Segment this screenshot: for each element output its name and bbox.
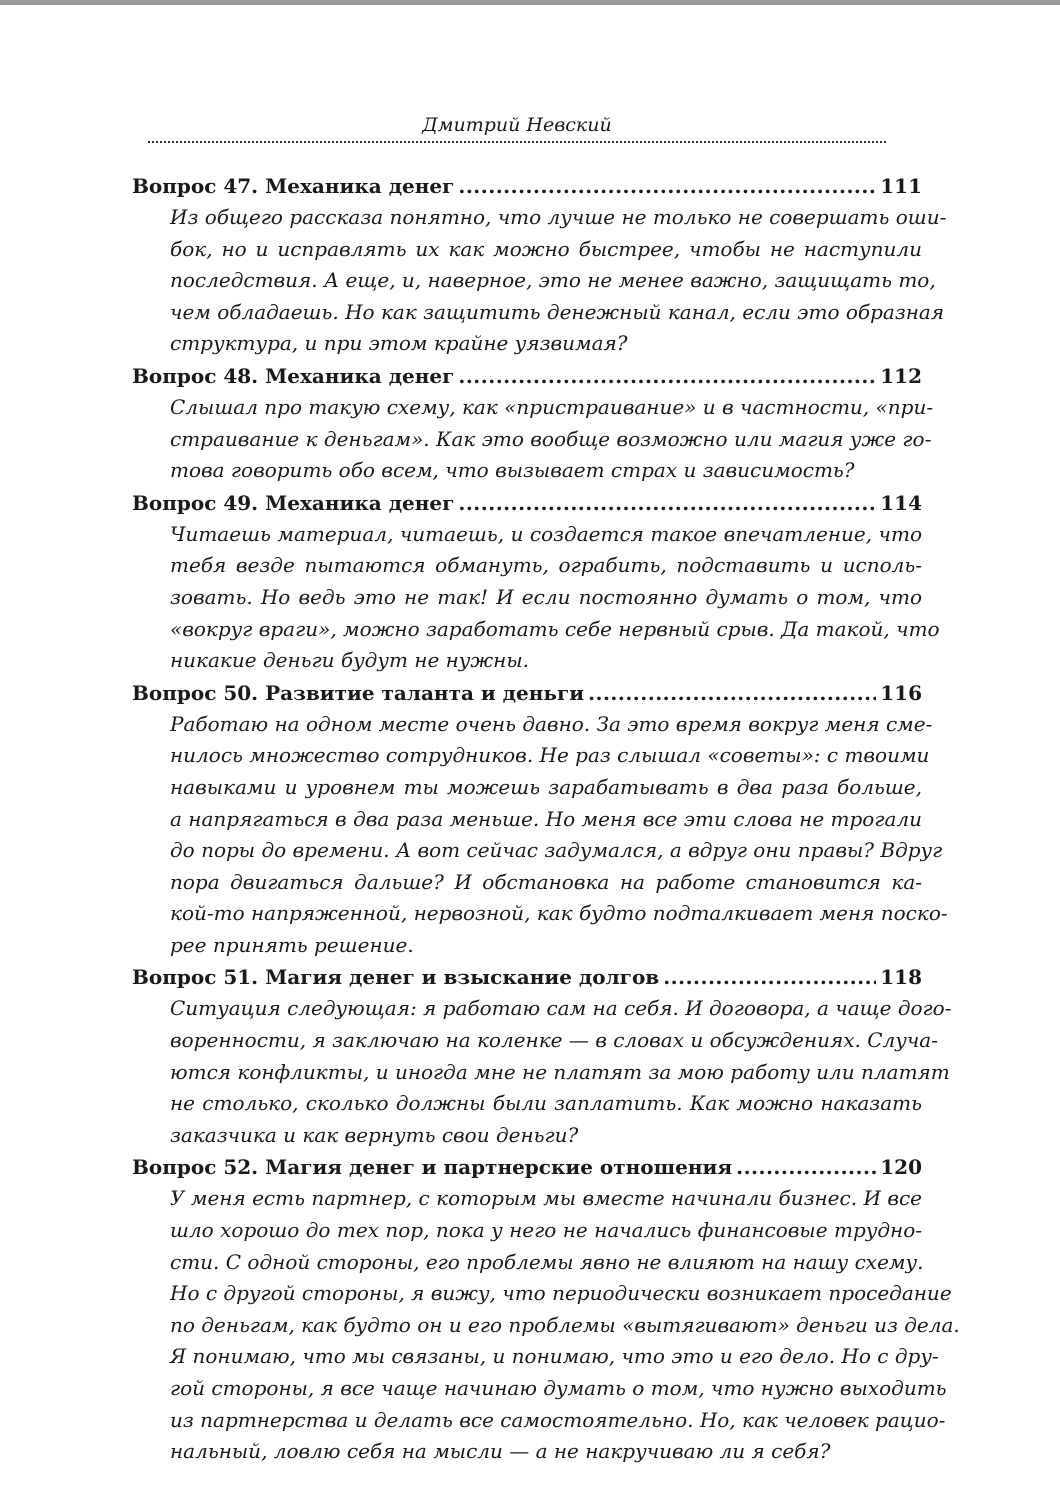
page-top-border (0, 0, 1060, 5)
description-line: това говорить обо всем, что вызывает страх и зависимость? (170, 458, 855, 483)
toc-entry-page-number: 116 (880, 680, 922, 705)
toc-entry-heading[interactable] (132, 677, 922, 709)
description-line: пора двигаться дальше? И обстановка на работе становится ка- (170, 869, 922, 894)
description-line: никакие деньги будут не нужны. (170, 648, 529, 673)
toc-entry (132, 360, 934, 487)
running-header-author: Дмитрий Невский (422, 114, 612, 136)
dot-leader (458, 487, 876, 519)
toc-entry-page-number: 120 (880, 1155, 922, 1180)
toc-entry-title: Вопрос 49. Механика денег (132, 490, 455, 515)
header-dotted-rule (148, 141, 886, 143)
description-line: заказчика и как вернуть свои деньги? (170, 1122, 579, 1147)
toc-entry-title: Вопрос 50. Развитие таланта и деньги (132, 680, 585, 705)
dot-leader (588, 677, 876, 709)
description-line: Но с другой стороны, я вижу, что периодически возникает проседание (170, 1281, 952, 1306)
description-line: бок, но и исправлять их как можно быстрее, чтобы не наступили (170, 236, 922, 261)
table-of-contents (132, 170, 960, 1468)
toc-entry-page-number: 111 (880, 174, 922, 198)
toc-entry-heading[interactable] (132, 487, 922, 519)
description-line: шло хорошо до тех пор, пока у него не начались финансовые трудно- (170, 1218, 922, 1243)
description-line: последствия. А еще, и, наверное, это не менее важно, защищать то, (170, 268, 936, 293)
description-line: из партнерства и делать все самостоятельно. Но, как человек рацио- (170, 1407, 946, 1432)
toc-entry-title: Вопрос 47. Механика денег (132, 174, 455, 198)
description-line: «вокруг враги», можно заработать себе нервный срыв. Да такой, что (170, 616, 940, 641)
description-line: ются конфликты, и иногда мне не платят за мою работу или платят (170, 1059, 950, 1084)
toc-entry-heading[interactable] (132, 1151, 922, 1183)
toc-entry-page-number: 118 (880, 965, 922, 990)
toc-entry-heading[interactable] (132, 360, 922, 392)
toc-entry (132, 487, 940, 677)
description-line: не столько, сколько должны были заплатить. Как можно наказать (170, 1091, 922, 1116)
description-line: чем обладаешь. Но как защитить денежный канал, если это образная (170, 299, 945, 324)
description-line: У меня есть партнер, с которым мы вместе начинали бизнес. И все (170, 1186, 922, 1211)
description-line: страивание к деньгам». Как это вообще возможно или магия уже го- (170, 426, 932, 451)
description-line: а напрягаться в два раза меньше. Но меня все эти слова не трогали (170, 806, 922, 831)
toc-entry-description (170, 519, 940, 677)
toc-entry (132, 961, 952, 1151)
description-line: сти. С одной стороны, его проблемы явно не влияют на нашу схему. (170, 1249, 924, 1274)
toc-entry-description (170, 392, 934, 487)
toc-entry (132, 677, 948, 962)
toc-entry-page-number: 112 (880, 363, 922, 388)
description-line: Ситуация следующая: я работаю сам на себя. И договора, а чаще дого- (170, 996, 952, 1021)
description-line: до поры до времени. А вот сейчас задумался, а вдруг они правы? Вдруг (170, 838, 943, 863)
description-line: нилось множество сотрудников. Не раз слышал «советы»: с твоими (170, 743, 930, 768)
description-line: Слышал про такую схему, как «пристраивание» и в частности, «при- (170, 394, 934, 419)
description-line: тебя везде пытаются обмануть, ограбить, подставить и исполь- (170, 553, 922, 578)
description-line: структура, и при этом крайне уязвимая? (170, 331, 628, 356)
toc-entry-title: Вопрос 51. Магия денег и взыскание долгов (132, 965, 660, 990)
description-line: Из общего рассказа понятно, что лучше не только не совершать оши- (170, 205, 947, 229)
description-line: рее принять решение. (170, 932, 414, 957)
dot-leader (458, 170, 876, 202)
toc-entry-title: Вопрос 52. Магия денег и партнерские отношения (132, 1155, 733, 1180)
description-line: Я понимаю, что мы связаны, и понимаю, что это и его дело. Но с дру- (170, 1344, 939, 1369)
description-line: навыками и уровнем ты можешь зарабатывать в два раза больше, (170, 774, 922, 799)
toc-entry-description (170, 202, 947, 360)
toc-entry-title: Вопрос 48. Механика денег (132, 363, 455, 388)
dot-leader (458, 360, 876, 392)
description-line: нальный, ловлю себя на мысли — а не накручиваю ли я себя? (170, 1439, 831, 1464)
toc-entry-heading[interactable] (132, 961, 922, 993)
description-line: воренности, я заключаю на коленке — в словах и обсуждениях. Случа- (170, 1028, 938, 1053)
toc-entry-heading[interactable] (132, 170, 922, 202)
toc-entry-description (170, 1183, 960, 1467)
description-line: зовать. Но ведь это не так! И если постоянно думать о том, что (170, 584, 922, 609)
description-line: Читаешь материал, читаешь, и создается такое впечатление, что (170, 521, 922, 546)
description-line: кой-то напряженной, нервозной, как будто подталкивает меня поско- (170, 901, 948, 926)
description-line: гой стороны, я все чаще начинаю думать о том, что нужно выходить (170, 1376, 947, 1400)
toc-entry-description (170, 993, 952, 1151)
dot-leader (663, 961, 876, 993)
toc-entry (132, 1151, 960, 1467)
toc-entry-page-number: 114 (880, 490, 922, 515)
dot-leader (736, 1151, 876, 1183)
description-line: Работаю на одном месте очень давно. За это время вокруг меня сме- (170, 711, 933, 736)
toc-entry (132, 170, 947, 360)
toc-entry-description (170, 709, 948, 962)
description-line: по деньгам, как будто он и его проблемы «вытягивают» деньги из дела. (170, 1312, 960, 1337)
